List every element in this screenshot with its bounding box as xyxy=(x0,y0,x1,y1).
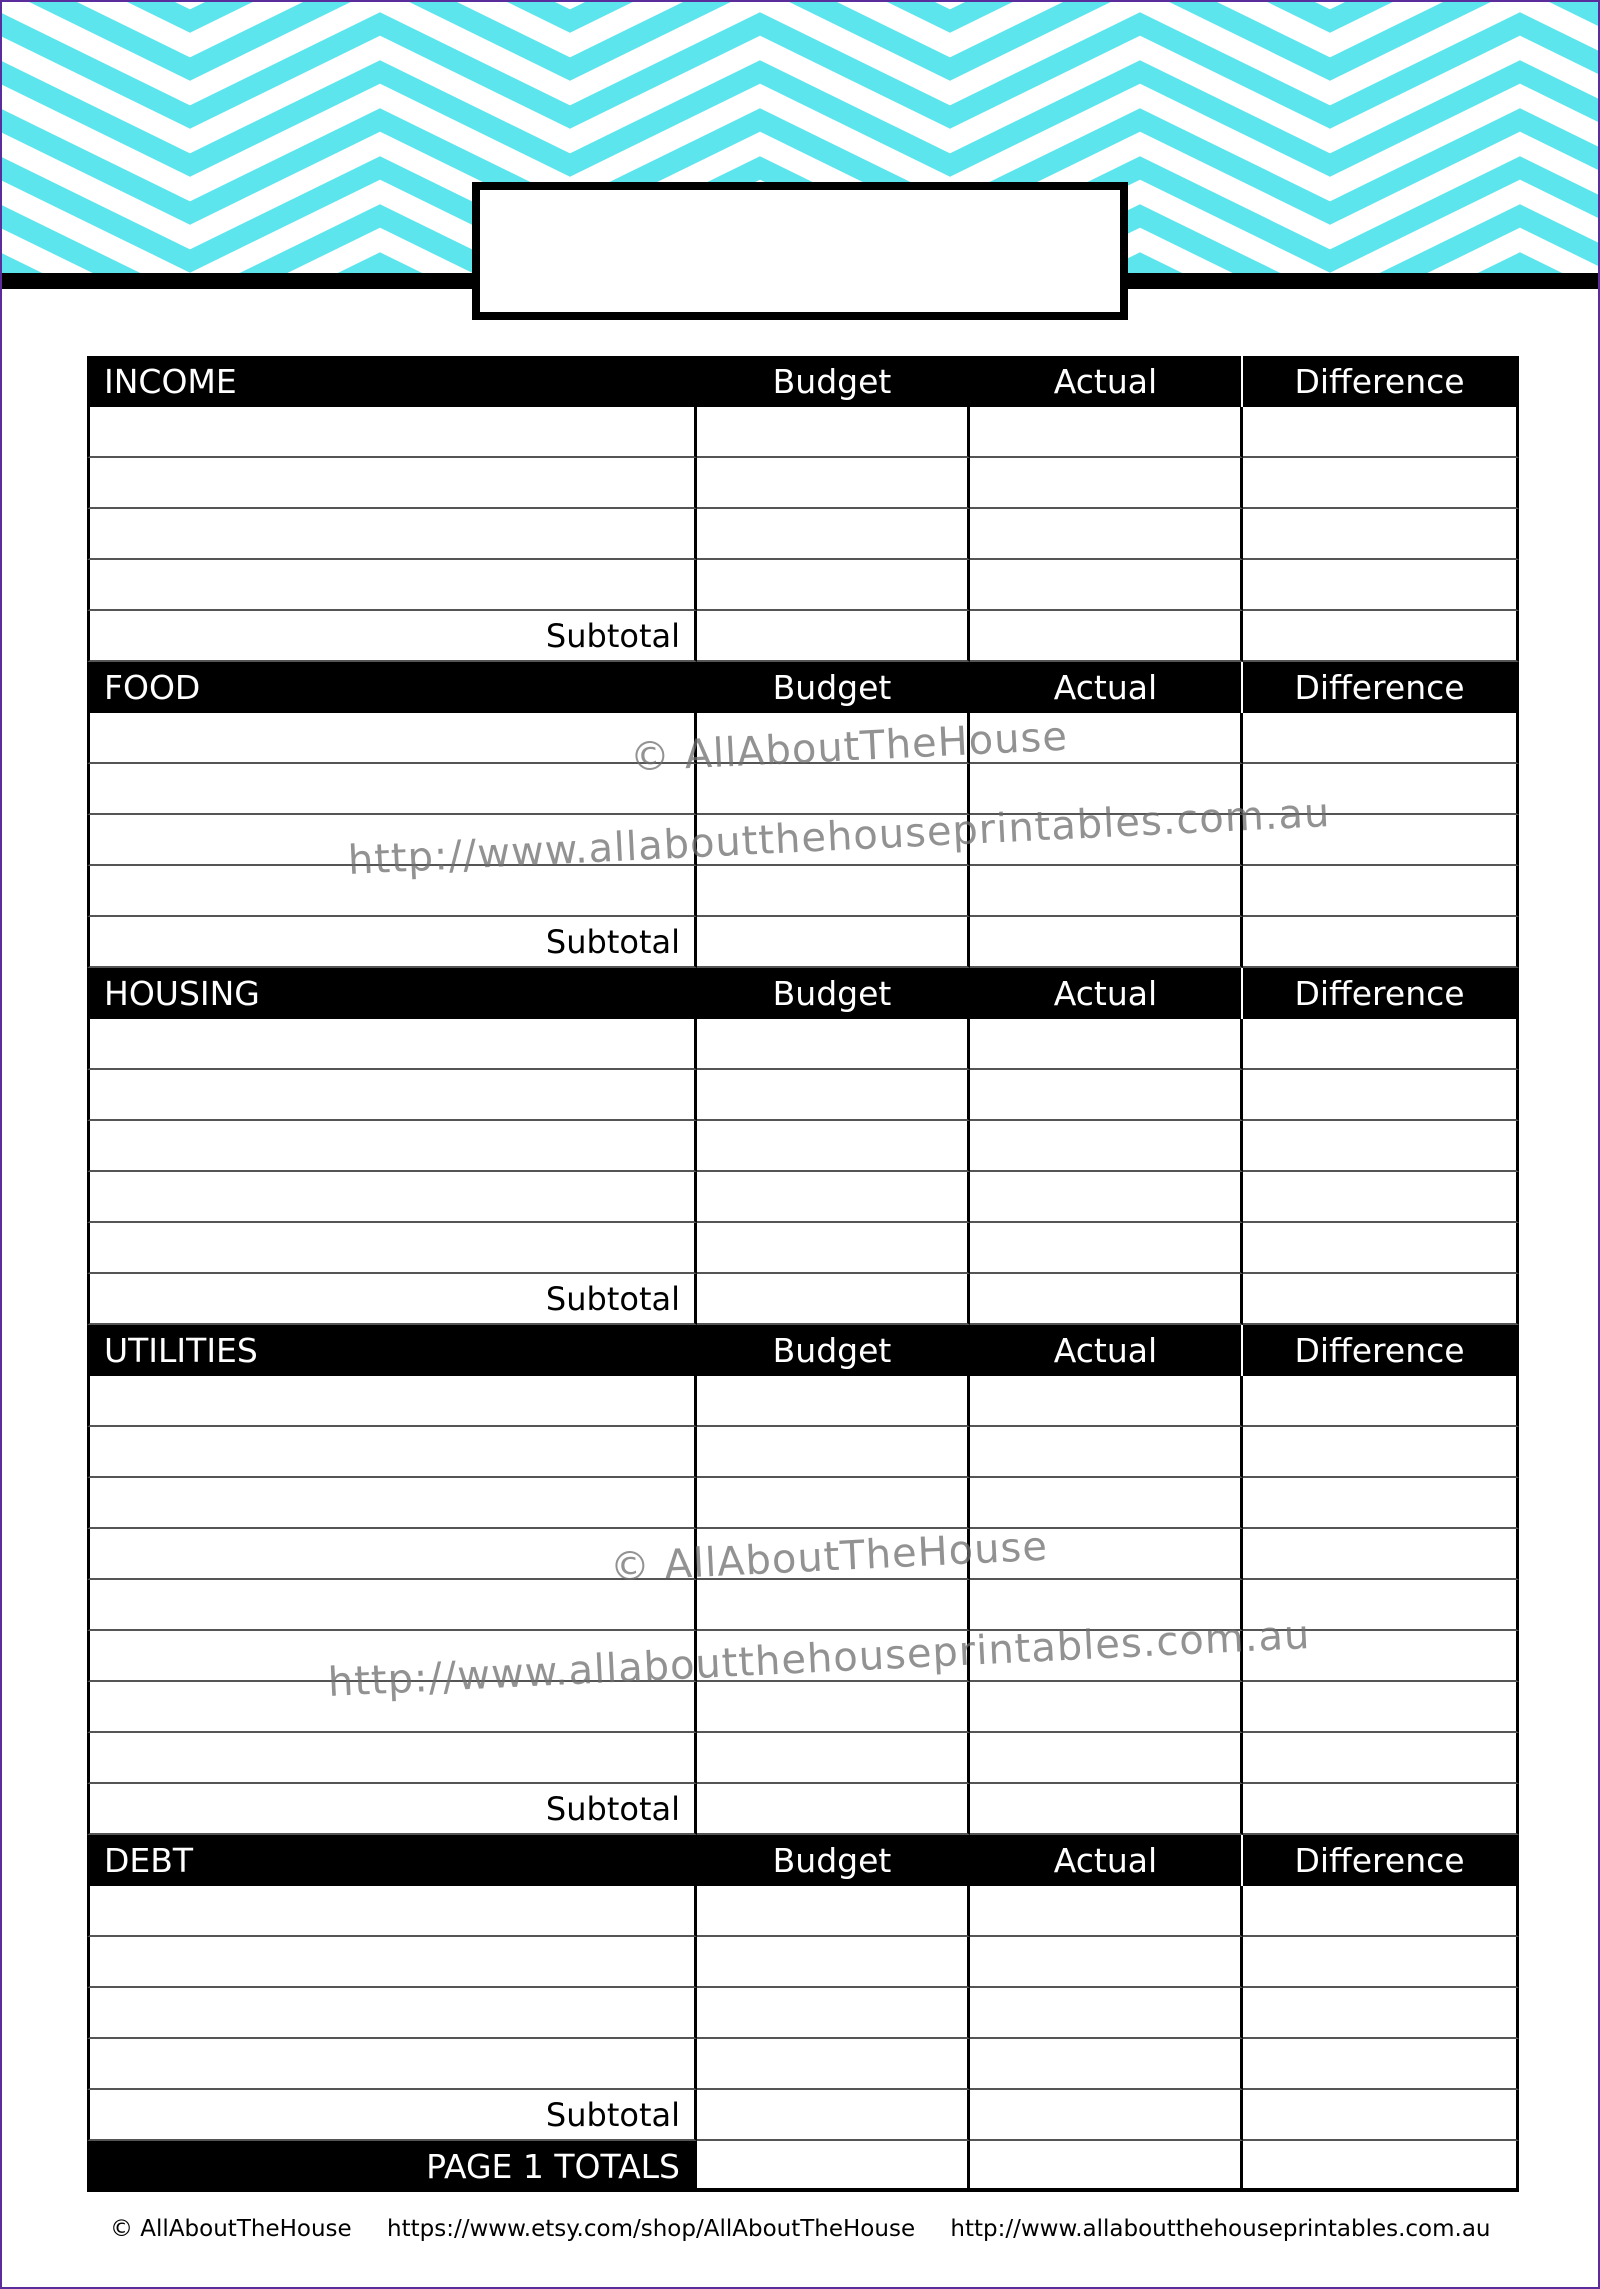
table-row xyxy=(87,866,1519,917)
table-row xyxy=(87,1427,1519,1478)
section-title: DEBT xyxy=(87,1835,697,1886)
budget-field[interactable] xyxy=(697,1172,970,1223)
actual-field[interactable] xyxy=(970,560,1243,611)
actual-field[interactable] xyxy=(970,458,1243,509)
difference-field[interactable] xyxy=(1243,407,1519,458)
column-header-budget: Budget xyxy=(697,968,970,1019)
subtotal-difference-field[interactable] xyxy=(1243,2090,1519,2141)
actual-field[interactable] xyxy=(970,1937,1243,1988)
column-header-budget: Budget xyxy=(697,1835,970,1886)
difference-field[interactable] xyxy=(1243,509,1519,560)
difference-field[interactable] xyxy=(1243,1988,1519,2039)
difference-field[interactable] xyxy=(1243,1478,1519,1529)
table-row xyxy=(87,1223,1519,1274)
column-header-difference: Difference xyxy=(1243,662,1519,713)
subtotal-budget-field[interactable] xyxy=(697,2090,970,2141)
table-row xyxy=(87,1886,1519,1937)
item-name-field[interactable] xyxy=(87,1733,697,1784)
footer-copyright: © AllAboutTheHouse xyxy=(110,2216,352,2242)
subtotal-budget-field[interactable] xyxy=(697,917,970,968)
section-title: UTILITIES xyxy=(87,1325,697,1376)
subtotal-row-food xyxy=(87,917,1519,968)
subtotal-actual-field[interactable] xyxy=(970,917,1243,968)
subtotal-actual-field[interactable] xyxy=(970,611,1243,662)
budget-field[interactable] xyxy=(697,509,970,560)
item-name-field[interactable] xyxy=(87,1121,697,1172)
actual-field[interactable] xyxy=(970,1478,1243,1529)
difference-field[interactable] xyxy=(1243,2039,1519,2090)
item-name-field[interactable] xyxy=(87,1172,697,1223)
difference-field[interactable] xyxy=(1243,1376,1519,1427)
table-row xyxy=(87,1478,1519,1529)
budget-field[interactable] xyxy=(697,1019,970,1070)
budget-field[interactable] xyxy=(697,1427,970,1478)
difference-field[interactable] xyxy=(1243,1733,1519,1784)
total-budget-field[interactable] xyxy=(697,2141,970,2192)
subtotal-budget-field[interactable] xyxy=(697,1784,970,1835)
section-title: INCOME xyxy=(87,356,697,407)
difference-field[interactable] xyxy=(1243,1223,1519,1274)
difference-field[interactable] xyxy=(1243,1172,1519,1223)
actual-field[interactable] xyxy=(970,1733,1243,1784)
actual-field[interactable] xyxy=(970,2039,1243,2090)
section-header-income xyxy=(87,356,1519,407)
actual-field[interactable] xyxy=(970,1682,1243,1733)
budget-field[interactable] xyxy=(697,1070,970,1121)
subtotal-row-income xyxy=(87,611,1519,662)
actual-field[interactable] xyxy=(970,407,1243,458)
column-header-difference: Difference xyxy=(1243,968,1519,1019)
budget-field[interactable] xyxy=(697,458,970,509)
actual-field[interactable] xyxy=(970,1019,1243,1070)
item-name-field[interactable] xyxy=(87,1988,697,2039)
actual-field[interactable] xyxy=(970,1070,1243,1121)
watermark-url: http://www.allaboutthehouseprintables.com.au xyxy=(326,1611,1312,1706)
footer-etsy-link[interactable]: https://www.etsy.com/shop/AllAboutTheHouse xyxy=(387,2216,916,2242)
item-name-field[interactable] xyxy=(87,458,697,509)
item-name-field[interactable] xyxy=(87,560,697,611)
page-totals-label: PAGE 1 TOTALS xyxy=(87,2141,697,2192)
budget-field[interactable] xyxy=(697,1733,970,1784)
subtotal-difference-field[interactable] xyxy=(1243,1784,1519,1835)
item-name-field[interactable] xyxy=(87,1529,697,1580)
budget-field[interactable] xyxy=(697,1937,970,1988)
item-name-field[interactable] xyxy=(87,509,697,560)
watermark-copyright: © AllAboutTheHouse xyxy=(628,713,1069,781)
subtotal-budget-field[interactable] xyxy=(697,1274,970,1325)
table-row xyxy=(87,560,1519,611)
budget-field[interactable] xyxy=(697,407,970,458)
table-row xyxy=(87,458,1519,509)
footer xyxy=(110,2216,1519,2242)
section-header-housing xyxy=(87,968,1519,1019)
subtotal-actual-field[interactable] xyxy=(970,1274,1243,1325)
table-row xyxy=(87,2039,1519,2090)
item-name-field[interactable] xyxy=(87,407,697,458)
item-name-field[interactable] xyxy=(87,1019,697,1070)
column-header-difference: Difference xyxy=(1243,356,1519,407)
section-title: FOOD xyxy=(87,662,697,713)
subtotal-label: Subtotal xyxy=(87,611,697,662)
column-header-actual: Actual xyxy=(970,968,1243,1019)
subtotal-label: Subtotal xyxy=(87,1274,697,1325)
difference-field[interactable] xyxy=(1243,1937,1519,1988)
total-actual-field[interactable] xyxy=(970,2141,1243,2192)
table-row xyxy=(87,1988,1519,2039)
item-name-field[interactable] xyxy=(87,1580,697,1631)
item-name-field[interactable] xyxy=(87,1478,697,1529)
actual-field[interactable] xyxy=(970,1121,1243,1172)
item-name-field[interactable] xyxy=(87,1070,697,1121)
actual-field[interactable] xyxy=(970,1376,1243,1427)
budget-table xyxy=(87,356,1519,2192)
item-name-field[interactable] xyxy=(87,2039,697,2090)
difference-field[interactable] xyxy=(1243,1121,1519,1172)
watermark-copyright: © AllAboutTheHouse xyxy=(608,1523,1049,1591)
budget-field[interactable] xyxy=(697,1121,970,1172)
column-header-budget: Budget xyxy=(697,356,970,407)
budget-field[interactable] xyxy=(697,1580,970,1631)
table-row xyxy=(87,1733,1519,1784)
title-box[interactable] xyxy=(472,182,1128,320)
subtotal-budget-field[interactable] xyxy=(697,611,970,662)
actual-field[interactable] xyxy=(970,1427,1243,1478)
difference-field[interactable] xyxy=(1243,1529,1519,1580)
watermark-url: http://www.allaboutthehouseprintables.com.au xyxy=(346,789,1332,884)
item-name-field[interactable] xyxy=(87,1427,697,1478)
budget-field[interactable] xyxy=(697,1988,970,2039)
difference-field[interactable] xyxy=(1243,1070,1519,1121)
item-name-field[interactable] xyxy=(87,1886,697,1937)
difference-field[interactable] xyxy=(1243,1682,1519,1733)
subtotal-label: Subtotal xyxy=(87,917,697,968)
section-title: HOUSING xyxy=(87,968,697,1019)
difference-field[interactable] xyxy=(1243,1427,1519,1478)
page-totals-row xyxy=(87,2141,1519,2192)
difference-field[interactable] xyxy=(1243,560,1519,611)
item-name-field[interactable] xyxy=(87,1937,697,1988)
section-header-utilities xyxy=(87,1325,1519,1376)
actual-field[interactable] xyxy=(970,866,1243,917)
budget-field[interactable] xyxy=(697,1886,970,1937)
table-row xyxy=(87,509,1519,560)
column-header-difference: Difference xyxy=(1243,1835,1519,1886)
budget-field[interactable] xyxy=(697,1376,970,1427)
budget-field[interactable] xyxy=(697,560,970,611)
difference-field[interactable] xyxy=(1243,1019,1519,1070)
table-row xyxy=(87,1376,1519,1427)
difference-field[interactable] xyxy=(1243,713,1519,764)
subtotal-actual-field[interactable] xyxy=(970,1784,1243,1835)
budget-field[interactable] xyxy=(697,1223,970,1274)
subtotal-label: Subtotal xyxy=(87,1784,697,1835)
table-row xyxy=(87,1682,1519,1733)
section-header-food xyxy=(87,662,1519,713)
actual-field[interactable] xyxy=(970,1886,1243,1937)
section-header-debt xyxy=(87,1835,1519,1886)
total-difference-field[interactable] xyxy=(1243,2141,1519,2192)
subtotal-difference-field[interactable] xyxy=(1243,917,1519,968)
subtotal-row-housing xyxy=(87,1274,1519,1325)
table-row xyxy=(87,1019,1519,1070)
item-name-field[interactable] xyxy=(87,1376,697,1427)
subtotal-label: Subtotal xyxy=(87,2090,697,2141)
budget-field[interactable] xyxy=(697,1478,970,1529)
subtotal-row-debt xyxy=(87,2090,1519,2141)
footer-website-link[interactable]: http://www.allaboutthehouseprintables.com.au xyxy=(950,2216,1491,2242)
table-row xyxy=(87,1172,1519,1223)
column-header-difference: Difference xyxy=(1243,1325,1519,1376)
column-header-budget: Budget xyxy=(697,1325,970,1376)
column-header-actual: Actual xyxy=(970,356,1243,407)
subtotal-difference-field[interactable] xyxy=(1243,1274,1519,1325)
subtotal-difference-field[interactable] xyxy=(1243,611,1519,662)
table-row xyxy=(87,407,1519,458)
difference-field[interactable] xyxy=(1243,866,1519,917)
column-header-actual: Actual xyxy=(970,1325,1243,1376)
budget-field[interactable] xyxy=(697,2039,970,2090)
difference-field[interactable] xyxy=(1243,458,1519,509)
column-header-actual: Actual xyxy=(970,662,1243,713)
subtotal-actual-field[interactable] xyxy=(970,2090,1243,2141)
table-row xyxy=(87,1937,1519,1988)
difference-field[interactable] xyxy=(1243,1886,1519,1937)
actual-field[interactable] xyxy=(970,1988,1243,2039)
budget-field[interactable] xyxy=(697,866,970,917)
table-row xyxy=(87,1070,1519,1121)
actual-field[interactable] xyxy=(970,1172,1243,1223)
actual-field[interactable] xyxy=(970,1223,1243,1274)
budget-field[interactable] xyxy=(697,1682,970,1733)
subtotal-row-utilities xyxy=(87,1784,1519,1835)
item-name-field[interactable] xyxy=(87,713,697,764)
column-header-budget: Budget xyxy=(697,662,970,713)
actual-field[interactable] xyxy=(970,509,1243,560)
column-header-actual: Actual xyxy=(970,1835,1243,1886)
table-row xyxy=(87,1121,1519,1172)
item-name-field[interactable] xyxy=(87,1223,697,1274)
item-name-field[interactable] xyxy=(87,764,697,815)
